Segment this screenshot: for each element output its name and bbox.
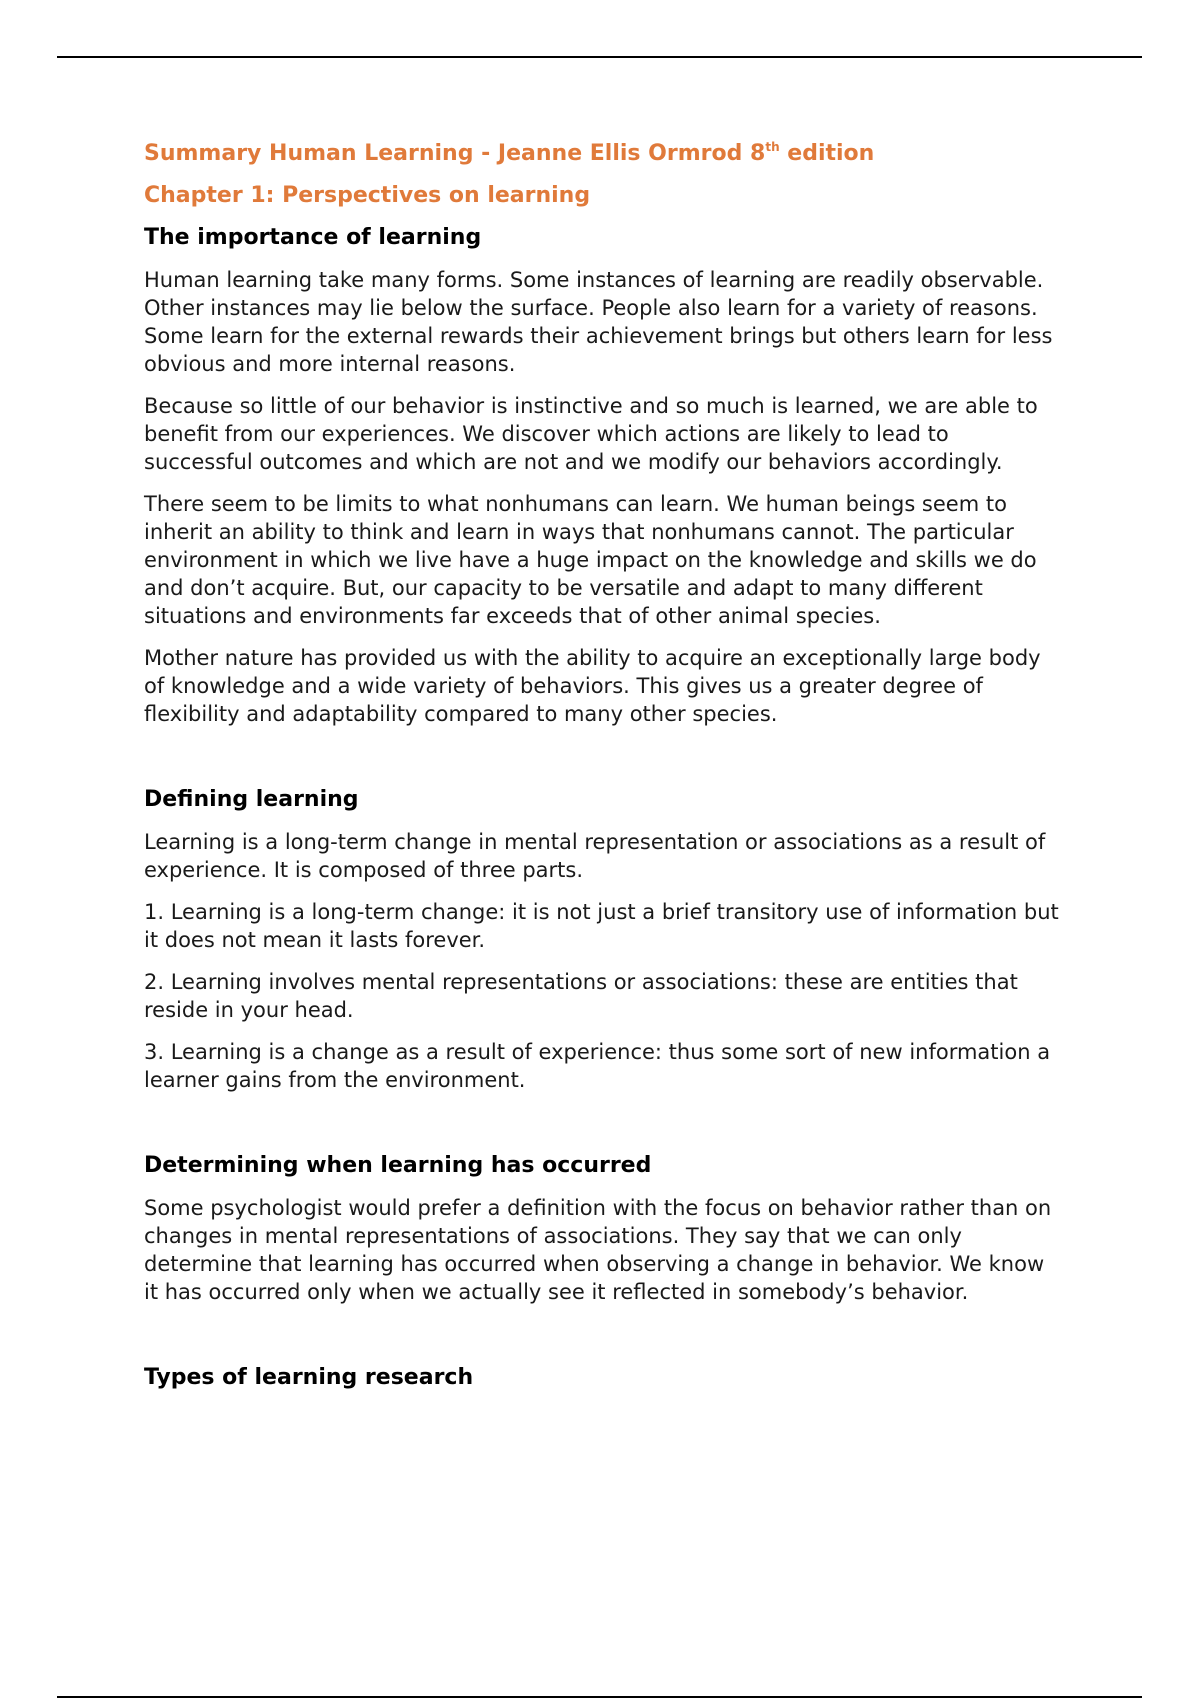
paragraph: Because so little of our behavior is instinctive and so much is learned, we are able to benefit from our experiences. We discover which actions are likely to lead to successful outcomes and which are not and we modify our behaviors accordingly. <box>144 394 1038 474</box>
document-title <box>144 140 1064 168</box>
paragraph: Human learning take many forms. Some instances of learning are readily observable. Other instances may lie below the surface. People also learn for a variety of reasons. Some learn for the external rewards their achievement brings but others learn for less obvious and more internal reasons. <box>144 268 1053 376</box>
page-top-rule <box>57 56 1142 58</box>
paragraph: Some psychologist would prefer a definition with the focus on behavior rather than on changes in mental representations of associations. They say that we can only determine that learning has occurred when observing a change in behavior. We know it has occurred only when we actually see it reflected in somebody’s behavior. <box>144 1196 1052 1304</box>
section-heading-research: Types of learning research <box>144 1365 474 1390</box>
section-heading-determining: Determining when learning has occurred <box>144 1153 652 1178</box>
chapter-title: Chapter 1: Perspectives on learning <box>144 183 591 208</box>
document-title-superscript: th <box>765 140 780 154</box>
list-item: 3. Learning is a change as a result of experience: thus some sort of new information a learner gains from the environment. <box>144 1040 1051 1092</box>
document-title-main: Summary Human Learning - Jeanne Ellis Ormrod 8 <box>144 141 766 166</box>
document-title-end: edition <box>779 141 875 166</box>
section-heading-importance: The importance of learning <box>144 225 482 250</box>
paragraph: There seem to be limits to what nonhumans can learn. We human beings seem to inherit an ability to think and learn in ways that nonhumans cannot. The particular environment in which we live have a huge impact on the knowledge and skills we do and don’t acquire. But, our capacity to be versatile and adapt to many different situations and environments far exceeds that of other animal species. <box>144 492 1037 628</box>
paragraph: Learning is a long-term change in mental representation or associations as a result of experience. It is composed of three parts. <box>144 830 1046 882</box>
page-bottom-rule <box>57 1696 1142 1698</box>
document-body <box>144 140 1064 1392</box>
list-item: 2. Learning involves mental representations or associations: these are entities that reside in your head. <box>144 970 1018 1022</box>
list-item: 1. Learning is a long-term change: it is not just a brief transitory use of information but it does not mean it lasts forever. <box>144 900 1059 952</box>
paragraph: Mother nature has provided us with the ability to acquire an exceptionally large body of knowledge and a wide variety of behaviors. This gives us a greater degree of flexibility and adaptability compared to many other species. <box>144 646 1041 726</box>
section-heading-defining: Defining learning <box>144 787 359 812</box>
